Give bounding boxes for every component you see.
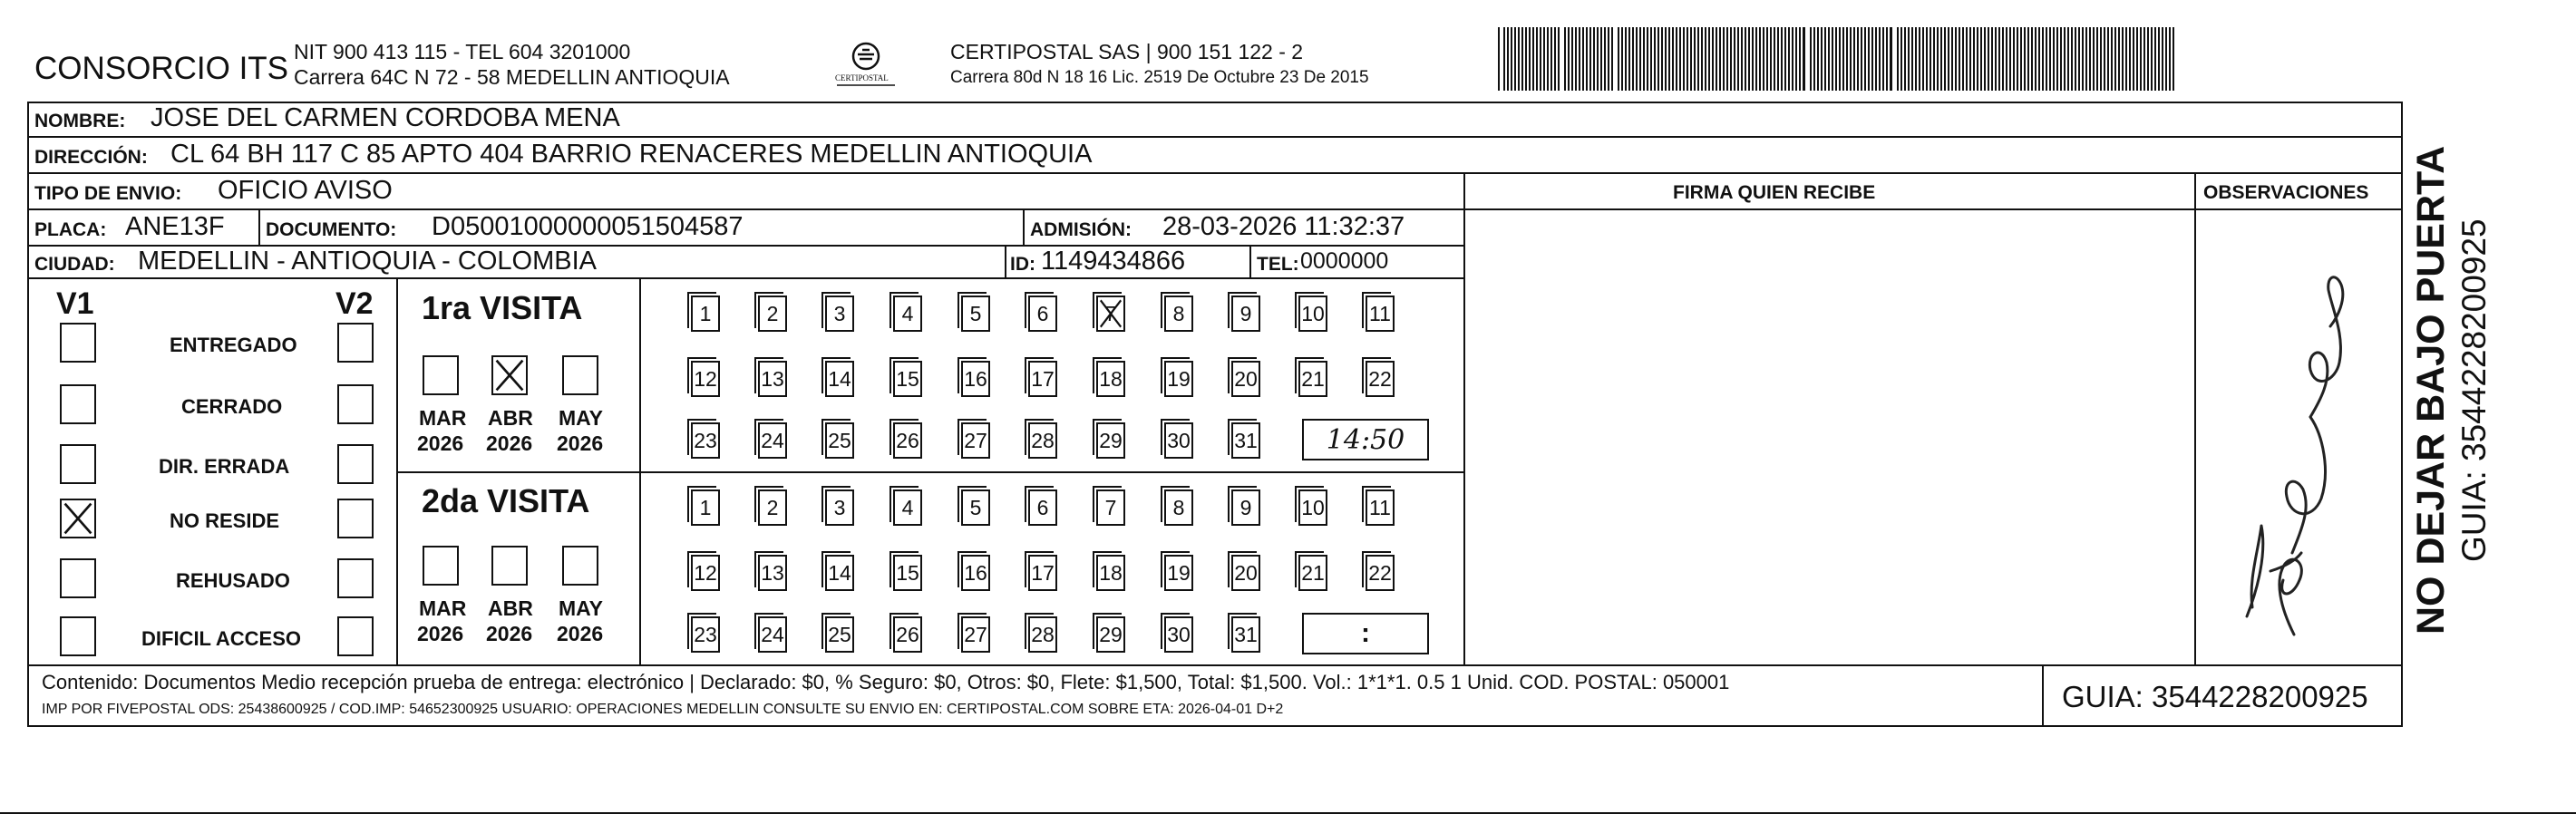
- visit-1-day-7[interactable]: 7: [1096, 296, 1125, 332]
- v2-checkbox-cerrado[interactable]: [337, 384, 374, 424]
- footer-contenido: Contenido: Documentos Medio recepción prueba de entrega: electrónico | Declarado: $0, % Seguro: $0, Otros: $0, Flete: $1,500, Total: $1,500. Vol.: 1*1*1. 0.5 1 Unid. COD. POSTAL: 050001: [42, 671, 1730, 693]
- visit-1-day-16[interactable]: 16: [961, 361, 990, 397]
- visit-2-month-checkbox-abr[interactable]: [491, 546, 528, 586]
- visit-2-month-label-may: MAY: [559, 596, 603, 620]
- v1-checkbox-no-reside[interactable]: [60, 499, 96, 538]
- visit-1-day-19[interactable]: 19: [1164, 361, 1193, 397]
- visit-2-year-label: 2026: [486, 622, 533, 645]
- visit-2-title: 2da VISITA: [422, 482, 590, 519]
- admision-label: ADMISIÓN:: [1030, 219, 1132, 240]
- v1-label: V1: [56, 286, 94, 321]
- nombre-value: JOSE DEL CARMEN CORDOBA MENA: [151, 103, 620, 132]
- firma-label: FIRMA QUIEN RECIBE: [1673, 182, 1876, 203]
- visit-1-day-26[interactable]: 26: [893, 422, 922, 459]
- visit-2-day-13[interactable]: 13: [758, 555, 787, 591]
- status-label-dificil-acceso: DIFICIL ACCESO: [141, 627, 302, 650]
- visit-1-title: 1ra VISITA: [422, 289, 583, 326]
- admision-value: 28-03-2026 11:32:37: [1162, 212, 1405, 241]
- v2-checkbox-dir-errada[interactable]: [337, 444, 374, 484]
- v2-label: V2: [335, 286, 374, 321]
- visit-2-day-2[interactable]: 2: [758, 489, 787, 526]
- tipo-envio-label: TIPO DE ENVIO:: [34, 183, 182, 204]
- v1-checkbox-dificil-acceso[interactable]: [60, 616, 96, 656]
- courier-line-2: Carrera 80d N 18 16 Lic. 2519 De Octubre 23 De 2015: [950, 68, 1369, 87]
- direccion-label: DIRECCIÓN:: [34, 147, 148, 168]
- observaciones-label: OBSERVACIONES: [2203, 182, 2369, 203]
- company-line-1: NIT 900 413 115 - TEL 604 3201000: [294, 40, 631, 63]
- visit-1-month-label-mar: MAR: [419, 406, 467, 430]
- visit-1-day-6[interactable]: 6: [1028, 296, 1057, 332]
- visit-1-day-3[interactable]: 3: [825, 296, 854, 332]
- footer-imp: IMP POR FIVEPOSTAL ODS: 25438600925 / COD.IMP: 54652300925 USUARIO: OPERACIONES MEDELLIN CONSULTE SU ENVIO EN: CERTIPOSTAL.COM SOBRE ETA: 2026-04-01 D+2: [42, 702, 1284, 717]
- visit-1-day-12[interactable]: 12: [691, 361, 720, 397]
- side-guia: GUIA: 3544228200925: [2455, 218, 2493, 562]
- visit-2-month-checkbox-mar[interactable]: [423, 546, 459, 586]
- documento-label: DOCUMENTO:: [266, 219, 397, 240]
- status-label-no-reside: NO RESIDE: [170, 509, 280, 532]
- visit-1-day-31[interactable]: 31: [1231, 422, 1260, 459]
- ciudad-label: CIUDAD:: [34, 254, 115, 275]
- status-label-rehusado: REHUSADO: [176, 569, 290, 592]
- visit-1-day-15[interactable]: 15: [893, 361, 922, 397]
- visit-1-month-label-may: MAY: [559, 406, 603, 430]
- visit-1-day-20[interactable]: 20: [1231, 361, 1260, 397]
- certipostal-logo: [830, 38, 902, 94]
- visit-1-year-label: 2026: [557, 431, 604, 455]
- visit-1-day-5[interactable]: 5: [961, 296, 990, 332]
- status-label-dir-errada: DIR. ERRADA: [159, 455, 290, 478]
- visit-2-year-label: 2026: [557, 622, 604, 645]
- visit-2-day-3[interactable]: 3: [825, 489, 854, 526]
- visit-1-day-27[interactable]: 27: [961, 422, 990, 459]
- placa-value: ANE13F: [125, 212, 225, 241]
- visit-2-day-17[interactable]: 17: [1028, 555, 1057, 591]
- visit-1-month-checkbox-abr[interactable]: [491, 355, 528, 395]
- visit-1-day-29[interactable]: 29: [1096, 422, 1125, 459]
- visit-2-day-21[interactable]: 21: [1298, 555, 1327, 591]
- visit-1-day-1[interactable]: 1: [691, 296, 720, 332]
- visit-2-day-18[interactable]: 18: [1096, 555, 1125, 591]
- visit-1-day-28[interactable]: 28: [1028, 422, 1057, 459]
- visit-2-month-label-mar: MAR: [419, 596, 467, 620]
- courier-line-1: CERTIPOSTAL SAS | 900 151 122 - 2: [950, 40, 1304, 63]
- visit-2-day-10[interactable]: 10: [1298, 489, 1327, 526]
- v2-checkbox-entregado[interactable]: [337, 323, 374, 363]
- visit-1-day-8[interactable]: 8: [1164, 296, 1193, 332]
- footer-guia: GUIA: 3544228200925: [2062, 680, 2368, 713]
- visit-2-day-8[interactable]: 8: [1164, 489, 1193, 526]
- company-name: CONSORCIO ITS: [34, 51, 289, 86]
- documento-value: D05001000000051504587: [432, 212, 744, 241]
- visit-1-month-label-abr: ABR: [488, 406, 533, 430]
- v1-checkbox-entregado[interactable]: [60, 323, 96, 363]
- visit-1-day-21[interactable]: 21: [1298, 361, 1327, 397]
- visit-2-year-label: 2026: [417, 622, 464, 645]
- visit-1-day-17[interactable]: 17: [1028, 361, 1057, 397]
- logo-text: CERTIPOSTAL: [835, 73, 889, 82]
- status-label-entregado: ENTREGADO: [170, 334, 297, 356]
- visit-2-day-12[interactable]: 12: [691, 555, 720, 591]
- visit-2-day-25[interactable]: 25: [825, 616, 854, 653]
- id-value: 1149434866: [1041, 247, 1186, 276]
- nombre-label: NOMBRE:: [34, 111, 126, 131]
- visit-2-day-28[interactable]: 28: [1028, 616, 1057, 653]
- visit-2-day-31[interactable]: 31: [1231, 616, 1260, 653]
- visit-2-day-5[interactable]: 5: [961, 489, 990, 526]
- visit-2-day-19[interactable]: 19: [1164, 555, 1193, 591]
- visit-2-month-checkbox-may[interactable]: [562, 546, 598, 586]
- visit-1-day-13[interactable]: 13: [758, 361, 787, 397]
- visit-2-month-label-abr: ABR: [488, 596, 533, 620]
- visit-2-day-29[interactable]: 29: [1096, 616, 1125, 653]
- v2-checkbox-rehusado[interactable]: [337, 558, 374, 598]
- visit-2-day-30[interactable]: 30: [1164, 616, 1193, 653]
- status-label-cerrado: CERRADO: [181, 395, 283, 418]
- visit-2-day-26[interactable]: 26: [893, 616, 922, 653]
- placa-label: PLACA:: [34, 219, 107, 240]
- tel-value: 0000000: [1300, 248, 1389, 274]
- v2-checkbox-no-reside[interactable]: [337, 499, 374, 538]
- handwritten-signature: [2194, 208, 2401, 664]
- side-warning: NO DEJAR BAJO PUERTA: [2409, 145, 2453, 635]
- ciudad-value: MEDELLIN - ANTIOQUIA - COLOMBIA: [138, 247, 597, 276]
- v1-checkbox-dir-errada[interactable]: [60, 444, 96, 484]
- visit-2-day-6[interactable]: 6: [1028, 489, 1057, 526]
- visit-2-day-27[interactable]: 27: [961, 616, 990, 653]
- visit-1-day-18[interactable]: 18: [1096, 361, 1125, 397]
- visit-2-day-4[interactable]: 4: [893, 489, 922, 526]
- visit-2-day-1[interactable]: 1: [691, 489, 720, 526]
- visit-1-day-4[interactable]: 4: [893, 296, 922, 332]
- visit-2-time-field[interactable]: :: [1302, 613, 1429, 654]
- tel-label: TEL:: [1257, 254, 1299, 275]
- visit-1-day-11[interactable]: 11: [1366, 296, 1395, 332]
- v1-checkbox-rehusado[interactable]: [60, 558, 96, 598]
- visit-1-year-label: 2026: [486, 431, 533, 455]
- tipo-envio-value: OFICIO AVISO: [218, 176, 393, 205]
- visit-1-day-22[interactable]: 22: [1366, 361, 1395, 397]
- visit-2-day-14[interactable]: 14: [825, 555, 854, 591]
- direccion-value: CL 64 BH 117 C 85 APTO 404 BARRIO RENACERES MEDELLIN ANTIOQUIA: [170, 140, 1093, 169]
- visit-1-day-2[interactable]: 2: [758, 296, 787, 332]
- visit-1-year-label: 2026: [417, 431, 464, 455]
- visit-2-day-24[interactable]: 24: [758, 616, 787, 653]
- visit-2-day-9[interactable]: 9: [1231, 489, 1260, 526]
- company-line-2: Carrera 64C N 72 - 58 MEDELLIN ANTIOQUIA: [294, 65, 730, 89]
- visit-2-day-11[interactable]: 11: [1366, 489, 1395, 526]
- visit-2-day-22[interactable]: 22: [1366, 555, 1395, 591]
- visit-1-month-checkbox-may[interactable]: [562, 355, 598, 395]
- visit-1-day-10[interactable]: 10: [1298, 296, 1327, 332]
- v2-checkbox-dificil-acceso[interactable]: [337, 616, 374, 656]
- visit-1-day-14[interactable]: 14: [825, 361, 854, 397]
- v1-checkbox-cerrado[interactable]: [60, 384, 96, 424]
- visit-2-day-16[interactable]: 16: [961, 555, 990, 591]
- visit-2-day-15[interactable]: 15: [893, 555, 922, 591]
- visit-2-day-7[interactable]: 7: [1096, 489, 1125, 526]
- visit-1-day-24[interactable]: 24: [758, 422, 787, 459]
- visit-1-day-30[interactable]: 30: [1164, 422, 1193, 459]
- visit-1-day-9[interactable]: 9: [1231, 296, 1260, 332]
- visit-1-day-23[interactable]: 23: [691, 422, 720, 459]
- id-label: ID:: [1010, 254, 1035, 275]
- visit-1-month-checkbox-mar[interactable]: [423, 355, 459, 395]
- visit-1-time-field[interactable]: 14:50: [1302, 419, 1429, 460]
- visit-1-day-25[interactable]: 25: [825, 422, 854, 459]
- visit-2-day-23[interactable]: 23: [691, 616, 720, 653]
- visit-2-day-20[interactable]: 20: [1231, 555, 1260, 591]
- barcode: [1498, 27, 2176, 91]
